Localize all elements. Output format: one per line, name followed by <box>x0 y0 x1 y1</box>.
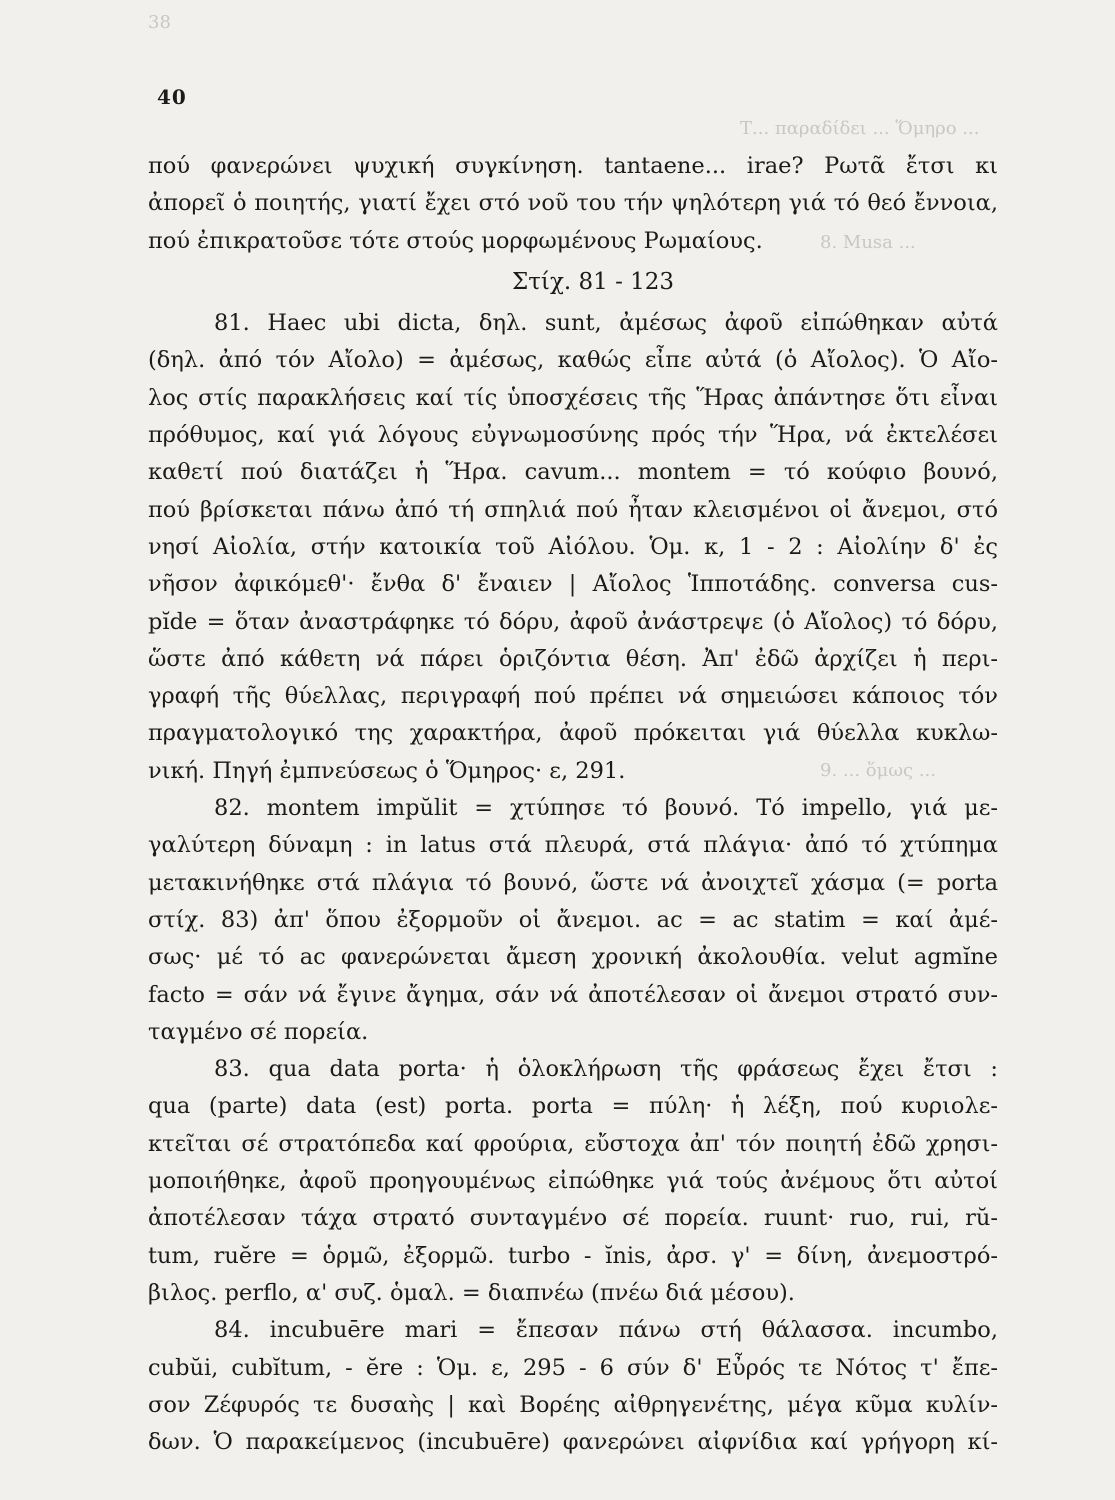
text-line: σον Ζέφυρός τε δυσαὴς | καὶ Βορέης αἰθρηγενέτης, μέγα κῦμα κυλίν- <box>148 1391 998 1418</box>
text-line: ὥστε ἀπό κάθετη νά πάρει ὁριζόντια θέση. Ἀπ' ἐδῶ ἀρχίζει ἡ περι- <box>148 645 998 672</box>
text-line: λος στίς παρακλήσεις καί τίς ὑποσχέσεις τῆς Ἥρας ἀπάντησε ὅτι εἶναι <box>148 384 998 411</box>
text-line: πού ἐπικρατοῦσε τότε στούς μορφωμένους Ρωμαίους. <box>148 227 763 254</box>
text-line: γραφή τῆς θύελλας, περιγραφή πού πρέπει νά σημειώσει κάποιος τόν <box>148 683 998 710</box>
text-line: νῆσον ἀφικόμεθ'· ἔνθα δ' ἔναιεν | Αἴολος Ἱπποτάδης. conversa cus- <box>148 571 998 598</box>
text-line: (δηλ. ἀπό τόν Αἴολο) = ἀμέσως, καθώς εἶπε αὐτά (ὁ Αἴολος). Ὁ Αἴο- <box>148 347 998 374</box>
bleed-through-fragment: Τ... παραδίδει ... Ὅμηρο ... <box>740 118 980 139</box>
text-line: βιλος. perflo, α' συζ. ὁμαλ. = διαπνέω (πνέω διά μέσου). <box>148 1279 795 1306</box>
text-line: πού βρίσκεται πάνω ἀπό τή σπηλιά πού ἦταν κλεισμένοι οἱ ἄνεμοι, στό <box>148 496 998 523</box>
text-line: πραγματολογικό της χαρακτήρα, ἀφοῦ πρόκειται γιά θύελλα κυκλω- <box>148 720 998 747</box>
text-line: 84. incubuēre mari = ἔπεσαν πάνω στή θάλασσα. incumbo, <box>214 1317 998 1344</box>
text-line: γαλύτερη δύναμη : in latus στά πλευρά, στά πλάγια· ἀπό τό χτύπημα <box>148 832 998 859</box>
text-line: facto = σάν νά ἔγινε ἄγημα, σάν νά ἀποτέλεσαν οἱ ἄνεμοι στρατό συν- <box>148 981 998 1008</box>
body-text <box>148 148 998 1461</box>
text-line: qua (parte) data (est) porta. porta = πύλη· ἡ λέξη, πού κυριολε- <box>148 1093 998 1120</box>
text-line: νική. Πηγή ἐμπνεύσεως ὁ Ὅμηρος· ε, 291. <box>148 757 626 784</box>
bleed-through-fragment: 9. ... ὅμως ... <box>820 760 936 781</box>
text-line: cubŭi, cubĭtum, - ĕre : Ὁμ. ε, 295 - 6 σύν δ' Εὖρός τε Νότος τ' ἔπε- <box>148 1354 998 1381</box>
text-line: στίχ. 83) ἀπ' ὅπου ἐξορμοῦν οἱ ἄνεμοι. ac = ac statim = καί ἀμέ- <box>148 906 998 933</box>
text-line: ἀποτέλεσαν τάχα στρατό συνταγμένο σέ πορεία. ruunt· ruo, rui, rŭ- <box>148 1205 998 1232</box>
text-line: μοποιήθηκε, ἀφοῦ προηγουμένως εἰπώθηκε γιά τούς ἀνέμους ὅτι αὐτοί <box>148 1168 998 1195</box>
text-line: πρόθυμος, καί γιά λόγους εὐγνωμοσύνης πρός τήν Ἥρα, νά ἐκτελέσει <box>148 422 998 449</box>
text-line: δων. Ὁ παρακείμενος (incubuēre) φανερώνει αἰφνίδια καί γρήγορη κί- <box>148 1429 998 1456</box>
text-line: σως· μέ τό ac φανερώνεται ἄμεση χρονική ἀκολουθία. velut agmĭne <box>148 944 998 971</box>
text-line: καθετί πού διατάζει ἡ Ἥρα. cavum... montem = τό κούφιο βουνό, <box>148 459 998 486</box>
text-line: pĭde = ὅταν ἀναστράφηκε τό δόρυ, ἀφοῦ ἀνάστρεψε (ὁ Αἴολος) τό δόρυ, <box>148 608 998 635</box>
page-number: 40 <box>157 85 187 109</box>
section-heading: Στίχ. 81 - 123 <box>511 268 675 295</box>
text-line: tum, ruĕre = ὁρμῶ, ἐξορμῶ. turbo - ĭnis, ἀρσ. γ' = δίνη, ἀνεμοστρό- <box>148 1242 998 1269</box>
text-line: μετακινήθηκε στά πλάγια τό βουνό, ὥστε νά ἀνοιχτεῖ χάσμα (= porta <box>148 869 998 896</box>
text-line: 81. Haec ubi dicta, δηλ. sunt, ἀμέσως ἀφοῦ εἰπώθηκαν αὐτά <box>214 310 998 337</box>
text-line: 83. qua data porta· ἡ ὁλοκλήρωση τῆς φράσεως ἔχει ἔτσι : <box>214 1056 998 1083</box>
bleed-through-fragment: 8. Musa ... <box>820 232 916 253</box>
text-line: ταγμένο σέ πορεία. <box>148 1018 369 1045</box>
text-line: πού φανερώνει ψυχική συγκίνηση. tantaene... irae? Ρωτᾶ ἔτσι κι <box>148 153 998 179</box>
text-line: νησί Αἰολία, στήν κατοικία τοῦ Αἰόλου. Ὁμ. κ, 1 - 2 : Αἰολίην δ' ἐς <box>148 533 998 560</box>
text-line: κτεῖται σέ στρατόπεδα καί φρούρια, εὔστοχα ἀπ' τόν ποιητή ἐδῶ χρησι- <box>148 1130 998 1157</box>
text-line: ἀπορεῖ ὁ ποιητής, γιατί ἔχει στό νοῦ του τήν ψηλότερη γιά τό θεό ἔννοια, <box>148 190 998 217</box>
text-line: 82. montem impŭlit = χτύπησε τό βουνό. Τό impello, γιά με- <box>214 795 998 822</box>
bleed-through-corner-mark: 38 <box>148 12 171 33</box>
